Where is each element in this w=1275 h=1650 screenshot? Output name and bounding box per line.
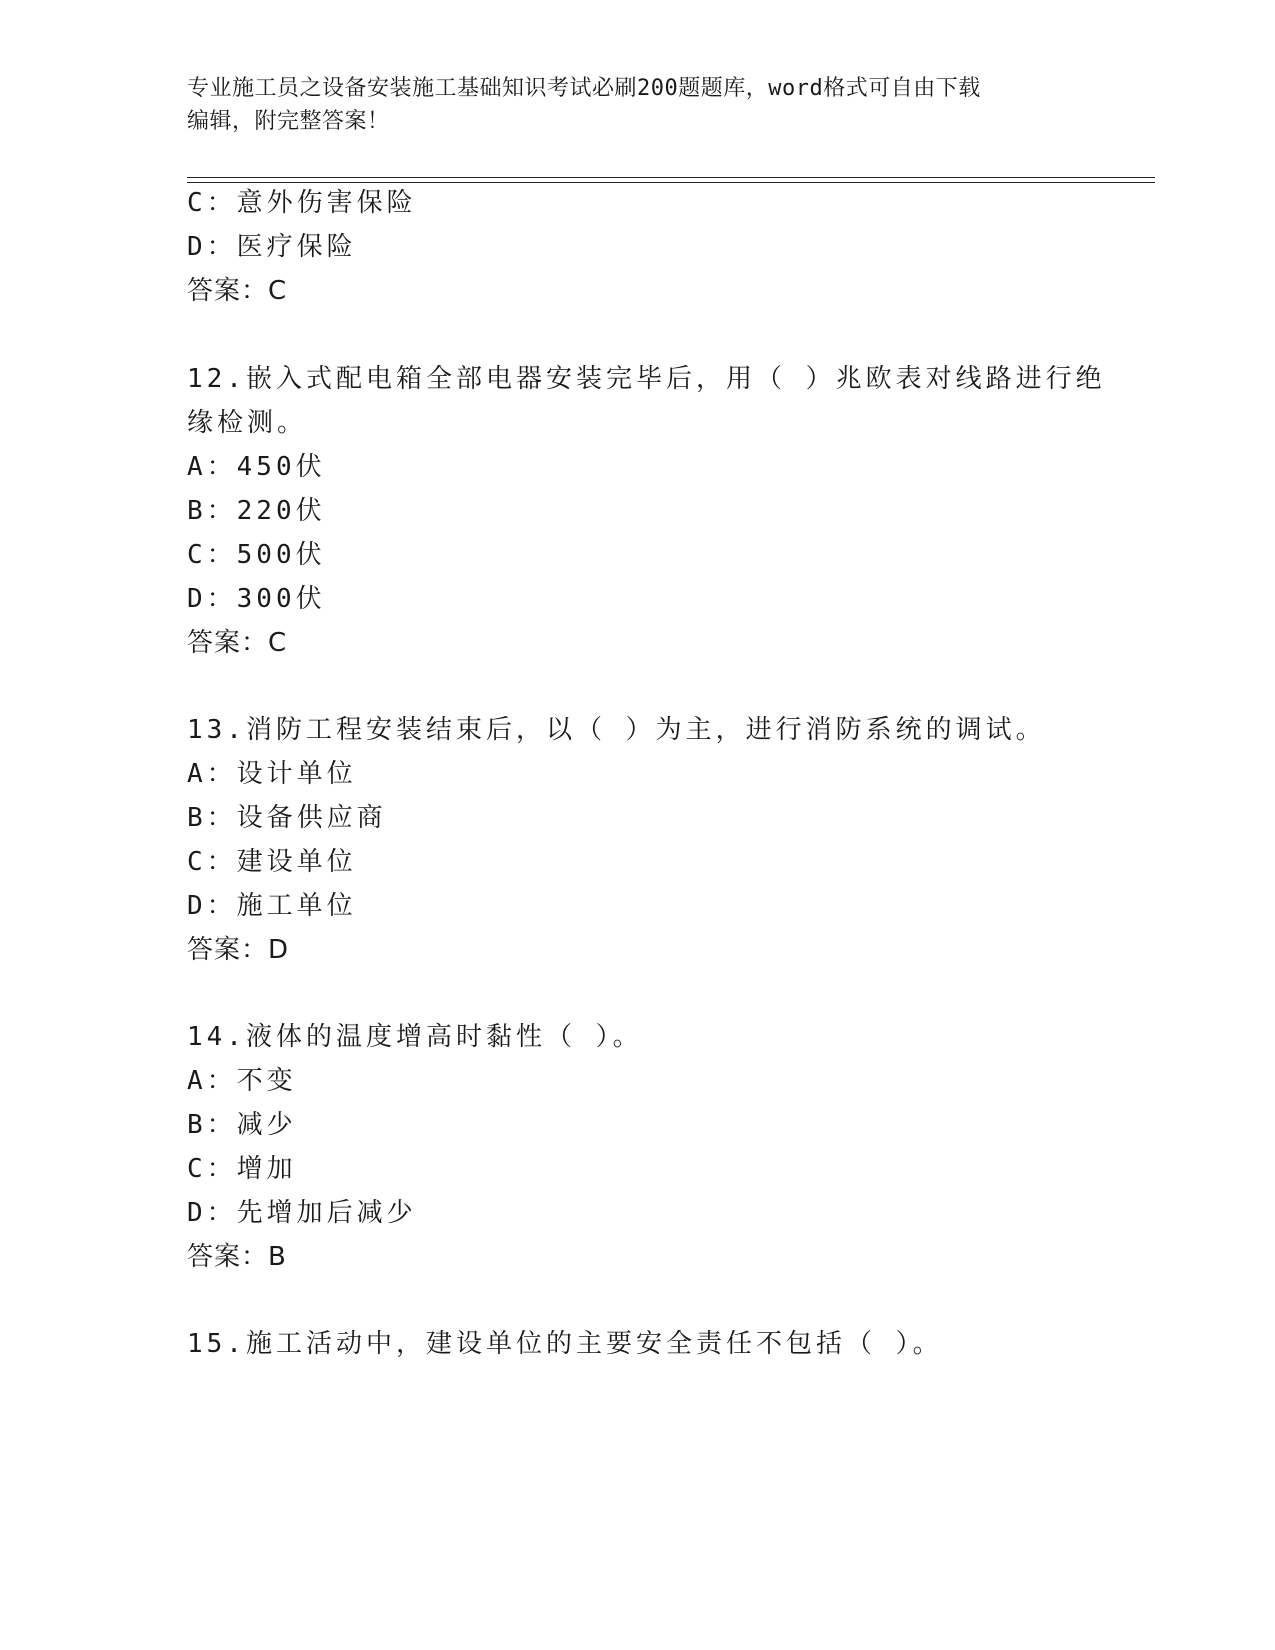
q13-option-d: D：施工单位 <box>187 891 357 921</box>
q11-answer: 答案：C <box>187 276 288 306</box>
header-divider-bottom <box>187 182 1155 183</box>
q12-option-c: C：500伏 <box>187 540 326 570</box>
title-line-1: 专业施工员之设备安装施工基础知识考试必刷200题题库，word格式可自由下载 <box>187 76 981 101</box>
q12-answer: 答案：C <box>187 628 288 658</box>
q11-option-c: C：意外伤害保险 <box>187 188 417 218</box>
q14-stem: 14.液体的温度增高时黏性（ ）。 <box>187 1022 643 1052</box>
q12-option-a: A：450伏 <box>187 452 326 482</box>
q14-option-b: B：减少 <box>187 1110 297 1140</box>
header-divider-top <box>187 177 1155 178</box>
q11-option-d: D：医疗保险 <box>187 232 357 262</box>
q14-answer: 答案：B <box>187 1242 287 1272</box>
q13-answer: 答案：D <box>187 935 290 965</box>
q12-option-b: B：220伏 <box>187 496 326 526</box>
q12-stem-line-2: 缘检测。 <box>187 408 308 438</box>
q12-option-d: D：300伏 <box>187 584 326 614</box>
title-line-2: 编辑，附完整答案！ <box>187 109 390 134</box>
q15-stem: 15.施工活动中，建设单位的主要安全责任不包括（ ）。 <box>187 1329 943 1359</box>
document-title <box>187 72 1067 138</box>
q14-option-c: C：增加 <box>187 1154 297 1184</box>
q13-option-a: A：设计单位 <box>187 759 357 789</box>
q14-option-a: A：不变 <box>187 1066 297 1096</box>
q12-stem-line-1: 12.嵌入式配电箱全部电器安装完毕后，用（ ）兆欧表对线路进行绝 <box>187 364 1106 394</box>
q14-option-d: D：先增加后减少 <box>187 1198 417 1228</box>
q13-option-c: C：建设单位 <box>187 847 357 877</box>
q13-stem: 13.消防工程安装结束后，以（ ）为主，进行消防系统的调试。 <box>187 715 1046 745</box>
q13-option-b: B：设备供应商 <box>187 803 387 833</box>
